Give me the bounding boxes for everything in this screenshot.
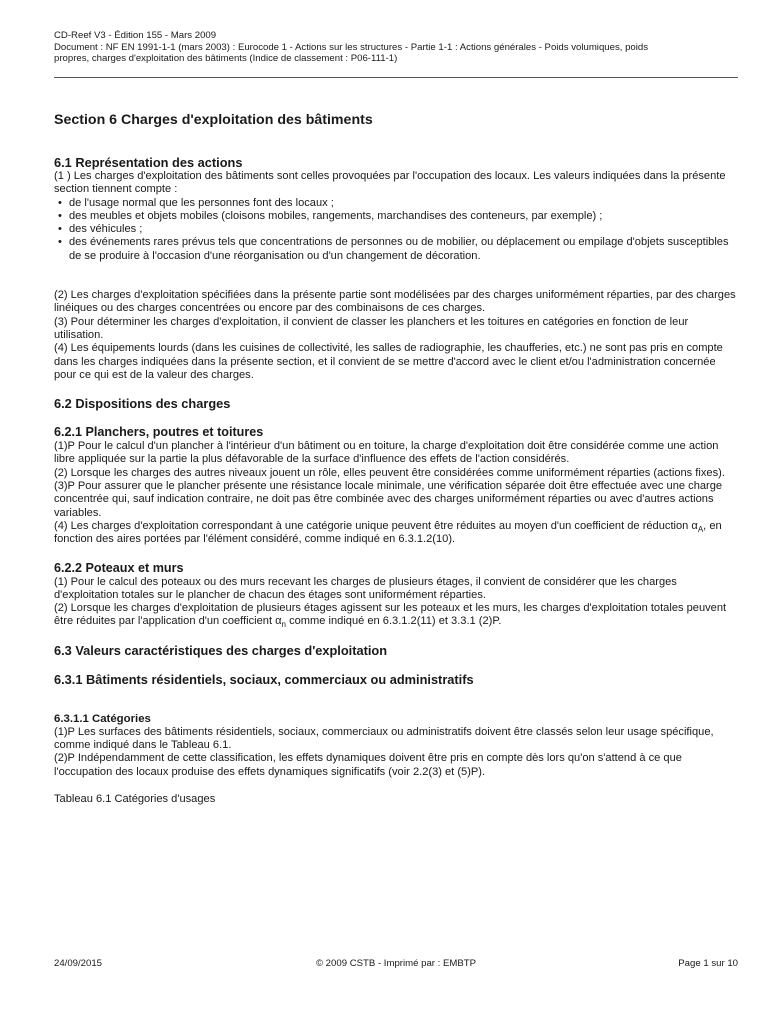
heading-6-3: 6.3 Valeurs caractéristiques des charges d'exploitation <box>54 642 388 658</box>
s61-bullet-list <box>54 197 740 263</box>
s621-para-4: (4) Les charges d'exploitation correspondant à une catégorie unique peuvent être réduites au moyen d'un coefficient de réduction $\alpha_A$, en fonction des aires portées par l'élément considéré, comme indiqué en 6.3.1.2(10). <box>54 519 722 546</box>
s61-para-4: (4) Les équipements lourds (dans les cuisines de collectivité, les salles de radiographie, les chaufferies, etc.) ne sont pas pris en compte dans les charges indiquées dans la présente section, et il convient de se mettre d'accord avec le client et/ou l'administration concernée pour ce qui est de la valeur des charges. <box>54 342 723 381</box>
s622-para-1: (1) Pour le calcul des poteaux ou des murs recevant les charges de plusieurs étages, il convient de considérer que les charges d'exploitation totales sur le plancher de chacun des étages sont uniformément réparties. <box>54 575 677 601</box>
s6311-para-1: (1)P Les surfaces des bâtiments résidentiels, sociaux, commerciaux ou administratifs doivent être classés selon leur usage spécifique, comme indiqué dans le Tableau 6.1. <box>54 725 714 752</box>
heading-6-2: 6.2 Dispositions des charges <box>54 396 231 412</box>
s621-para-1: (1)P Pour le calcul d'un plancher à l'intérieur d'un bâtiment ou en toiture, la charge d'exploitation doit être considérée comme une action libre appliquée sur la partie la plus défavorable de la surface d'influence des effets de l'action considérés. <box>54 440 719 466</box>
list-item: • des meubles et objets mobiles (cloisons mobiles, rangements, marchandises des conteneurs, par exemple) ; <box>54 210 740 223</box>
s621-para-2: (2) Lorsque les charges des autres niveaux jouent un rôle, elles peuvent être considérées comme uniformément réparties (actions fixes). <box>54 466 725 479</box>
footer-date: 24/09/2015 <box>54 958 103 969</box>
section-title: Section 6 Charges d'exploitation des bâtiments <box>54 112 373 128</box>
s61-para-3: (3) Pour déterminer les charges d'exploitation, il convient de classer les planchers et les toitures en catégories en fonction de leur utilisation. <box>54 315 689 341</box>
heading-6-2-2: 6.2.2 Poteaux et murs <box>54 560 184 575</box>
table-caption: Tableau 6.1 Catégories d'usages <box>54 792 216 805</box>
list-item: • de l'usage normal que les personnes font des locaux ; <box>54 197 740 210</box>
s622-para-2: (2) Lorsque les charges d'exploitation de plusieurs étages agissent sur les poteaux et les murs, les charges d'exploitation totales peuvent être réduites par l'application d'un coefficient $\alpha_n$ comme indiqué en 6.3.1.2(11) et 3.3.1 (2)P. <box>54 602 727 630</box>
heading-6-3-1-1: 6.3.1.1 Catégories <box>54 712 151 725</box>
header-edition: CD-Reef V3 - Édition 155 - Mars 2009 <box>54 30 217 41</box>
footer-copyright: © 2009 CSTB - Imprimé par : EMBTP <box>315 958 477 969</box>
list-item: • des événements rares prévus tels que concentrations de personnes ou de mobilier, ou déplacement ou empilage d'objets susceptibles de se produire à l'occasion d'une réorganisation ou d'un changement de décoration. <box>54 236 740 263</box>
heading-6-2-1: 6.2.1 Planchers, poutres et toitures <box>54 425 264 440</box>
heading-6-1: 6.1 Représentation des actions <box>54 155 243 170</box>
header-document: Document : NF EN 1991-1-1 (mars 2003) : Eurocode 1 - Actions sur les structures - Partie 1-1 : Actions générales - Poids volumiques, poids <box>54 41 649 53</box>
s61-intro: (1 ) Les charges d'exploitation des bâtiments sont celles provoquées par l'occupation des locaux. Les valeurs indiquées dans la présente section tiennent compte : <box>54 170 726 196</box>
header-rule <box>54 77 738 78</box>
heading-6-3-1: 6.3.1 Bâtiments résidentiels, sociaux, commerciaux ou administratifs <box>54 671 474 687</box>
s6311-para-2: (2)P Indépendamment de cette classification, les effets dynamiques doivent être pris en compte dès lors qu'on s'attend à ce que l'occupation des locaux produise des effets dynamiques significatifs (voir 2.2(3) et (5)P). <box>54 752 682 778</box>
document-header <box>54 30 744 65</box>
page-content <box>54 112 740 806</box>
s621-para-3: (3)P Pour assurer que le plancher présente une résistance locale minimale, une vérification séparée doit être effectuée avec une charge concentrée qui, sauf indication contraire, ne doit pas être combinée avec des charges uniformément réparties ou avec d'autres actions variables. <box>54 480 723 519</box>
s61-para-2: (2) Les charges d'exploitation spécifiées dans la présente partie sont modélisées par des charges uniformément réparties, par des charges linéiques ou des charges concentrées ou encore par des combinaisons de ces charges. <box>54 289 736 315</box>
header-document-cont: propres, charges d'exploitation des bâtiments (Indice de classement : P06-111-1) <box>54 53 398 64</box>
list-item: • des véhicules ; <box>54 223 740 236</box>
footer-page-number: Page 1 sur 10 <box>678 958 738 969</box>
